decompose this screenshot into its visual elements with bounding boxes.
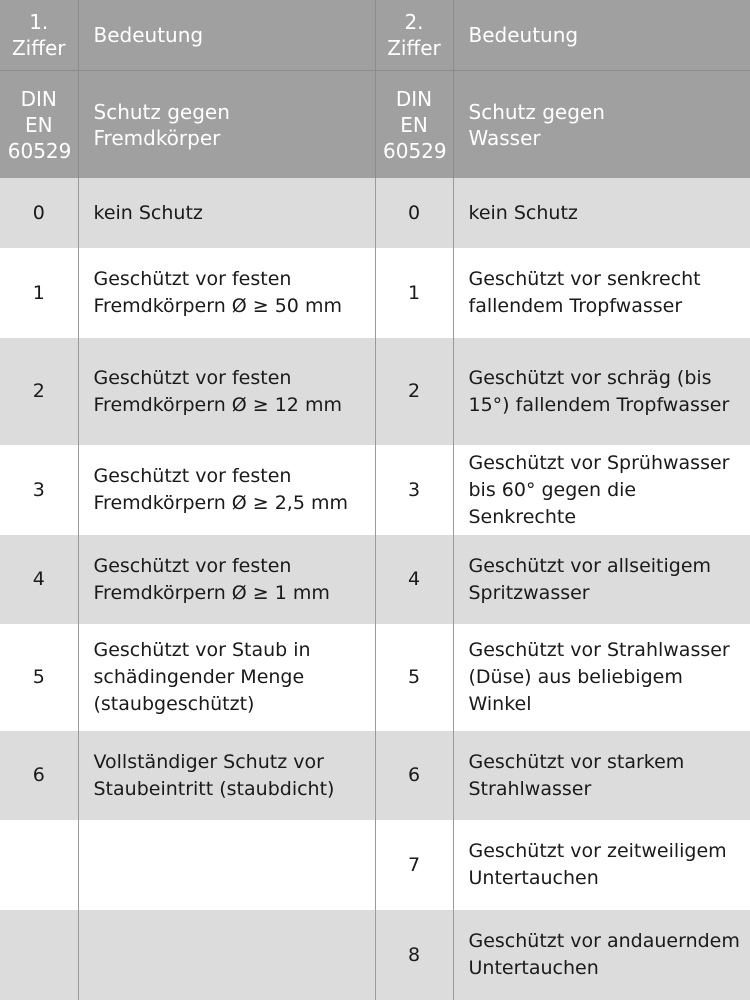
first-digit-meaning: Geschützt vor festen Fremdkörpern Ø ≥ 50 mm [78,248,375,338]
header-standard-2: DIN EN 60529 [375,71,453,179]
table-row [0,178,750,248]
second-digit-cell: 0 [375,178,453,248]
first-digit-cell [0,820,78,910]
first-digit-cell: 2 [0,338,78,445]
first-digit-meaning [78,910,375,1000]
second-digit-meaning: Geschützt vor Strahlwasser (Düse) aus beliebigem Winkel [453,624,750,731]
table-row [0,910,750,1000]
header-row-titles [0,0,750,71]
second-digit-cell: 4 [375,535,453,624]
first-digit-meaning: Geschützt vor Staub in schädingender Menge (staubgeschützt) [78,624,375,731]
first-digit-meaning: Geschützt vor festen Fremdkörpern Ø ≥ 12 mm [78,338,375,445]
table-row [0,820,750,910]
header-standard-1: DIN EN 60529 [0,71,78,179]
first-digit-cell: 0 [0,178,78,248]
first-digit-cell: 6 [0,731,78,820]
first-digit-cell [0,910,78,1000]
second-digit-cell: 2 [375,338,453,445]
second-digit-meaning: Geschützt vor allseitigem Spritzwasser [453,535,750,624]
first-digit-cell: 3 [0,445,78,535]
second-digit-cell: 1 [375,248,453,338]
first-digit-meaning: kein Schutz [78,178,375,248]
table-row [0,445,750,535]
table-row [0,535,750,624]
table-row [0,248,750,338]
second-digit-cell: 6 [375,731,453,820]
header-meaning-2: Bedeutung [453,0,750,71]
header-first-digit: 1. Ziffer [0,0,78,71]
second-digit-meaning: Geschützt vor starkem Strahlwasser [453,731,750,820]
header-protection-water: Schutz gegen Wasser [453,71,750,179]
first-digit-cell: 1 [0,248,78,338]
first-digit-meaning: Vollständiger Schutz vor Staubeintritt (staubdicht) [78,731,375,820]
first-digit-cell: 5 [0,624,78,731]
table-row [0,338,750,445]
second-digit-meaning: Geschützt vor schräg (bis 15°) fallendem Tropfwasser [453,338,750,445]
second-digit-meaning: Geschützt vor andauerndem Untertauchen [453,910,750,1000]
second-digit-cell: 7 [375,820,453,910]
table-row [0,731,750,820]
header-row-standard [0,71,750,179]
second-digit-meaning: Geschützt vor senkrecht fallendem Tropfwasser [453,248,750,338]
second-digit-meaning: Geschützt vor zeitweiligem Untertauchen [453,820,750,910]
first-digit-cell: 4 [0,535,78,624]
first-digit-meaning: Geschützt vor festen Fremdkörpern Ø ≥ 1 mm [78,535,375,624]
second-digit-meaning: kein Schutz [453,178,750,248]
header-protection-foreign-bodies: Schutz gegen Fremdkörper [78,71,375,179]
second-digit-cell: 8 [375,910,453,1000]
second-digit-meaning: Geschützt vor Sprühwasser bis 60° gegen die Senkrechte [453,445,750,535]
second-digit-cell: 5 [375,624,453,731]
second-digit-cell: 3 [375,445,453,535]
header-second-digit: 2. Ziffer [375,0,453,71]
first-digit-meaning: Geschützt vor festen Fremdkörpern Ø ≥ 2,5 mm [78,445,375,535]
first-digit-meaning [78,820,375,910]
table-row [0,624,750,731]
header-meaning-1: Bedeutung [78,0,375,71]
